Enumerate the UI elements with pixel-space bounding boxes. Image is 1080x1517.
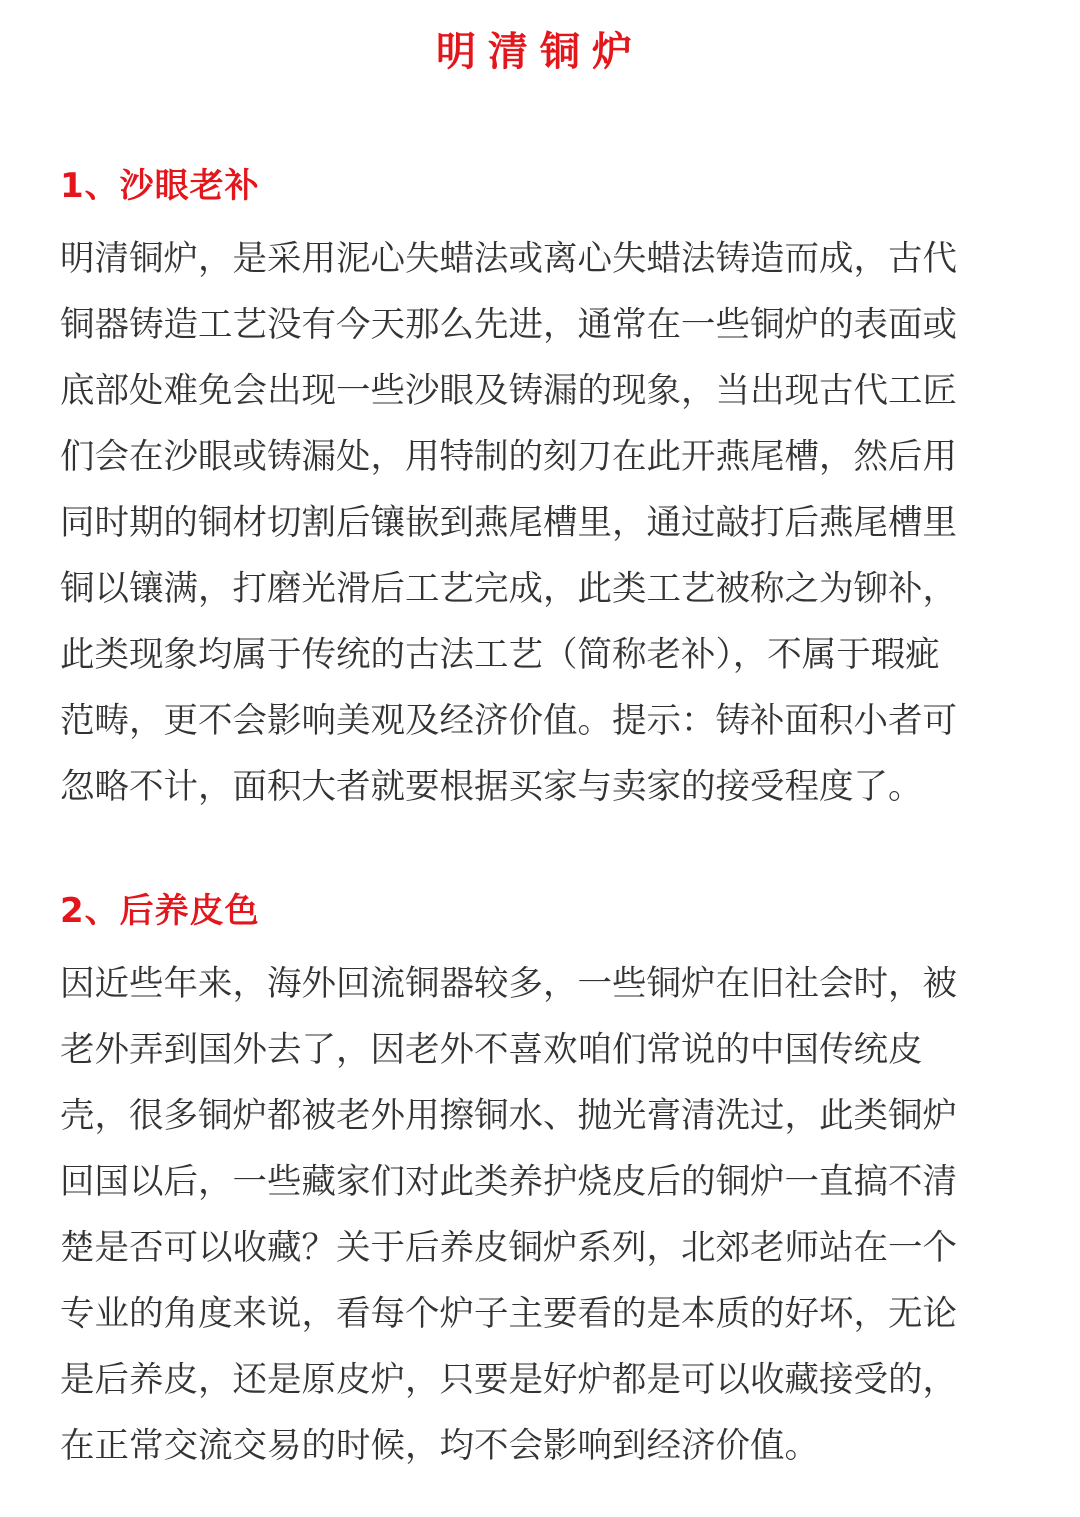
section-later-patina (60, 885, 1022, 1479)
section-heading: 1、沙眼老补 (60, 166, 260, 206)
body-line: 老外弄到国外去了，因老外不喜欢咱们常说的中国传统皮 (60, 1030, 923, 1070)
section-heading: 2、后养皮色 (60, 891, 260, 931)
body-line: 是后养皮，还是原皮炉，只要是好炉都是可以收藏接受的， (60, 1360, 957, 1400)
body-line: 铜器铸造工艺没有今天那么先进，通常在一些铜炉的表面或 (60, 305, 957, 345)
body-line: 忽略不计，面积大者就要根据买家与卖家的接受程度了。 (60, 767, 923, 807)
body-line: 底部处难免会出现一些沙眼及铸漏的现象，当出现古代工匠 (60, 371, 957, 411)
body-line: 明清铜炉，是采用泥心失蜡法或离心失蜡法铸造而成，古代 (60, 239, 957, 279)
body-line: 同时期的铜材切割后镶嵌到燕尾槽里，通过敲打后燕尾槽里 (60, 503, 957, 543)
section-sand-hole-repair (60, 160, 1022, 820)
section-body (60, 226, 1022, 820)
body-line: 们会在沙眼或铸漏处，用特制的刻刀在此开燕尾槽，然后用 (60, 437, 957, 477)
body-line: 楚是否可以收藏？关于后养皮铜炉系列，北郊老师站在一个 (60, 1228, 957, 1268)
body-line: 壳，很多铜炉都被老外用擦铜水、抛光膏清洗过，此类铜炉 (60, 1096, 957, 1136)
page-title: 明清铜炉 (436, 29, 644, 75)
body-line: 回国以后，一些藏家们对此类养护烧皮后的铜炉一直搞不清 (60, 1162, 957, 1202)
body-line: 在正常交流交易的时候，均不会影响到经济价值。 (60, 1426, 819, 1466)
body-line: 专业的角度来说，看每个炉子主要看的是本质的好坏，无论 (60, 1294, 957, 1334)
body-line: 因近些年来，海外回流铜器较多，一些铜炉在旧社会时，被 (60, 964, 957, 1004)
body-line: 范畴，更不会影响美观及经济价值。提示：铸补面积小者可 (60, 701, 957, 741)
section-body (60, 951, 1022, 1479)
body-line: 铜以镶满，打磨光滑后工艺完成，此类工艺被称之为铆补， (60, 569, 957, 609)
body-line: 此类现象均属于传统的古法工艺（简称老补），不属于瑕疵 (60, 635, 940, 675)
